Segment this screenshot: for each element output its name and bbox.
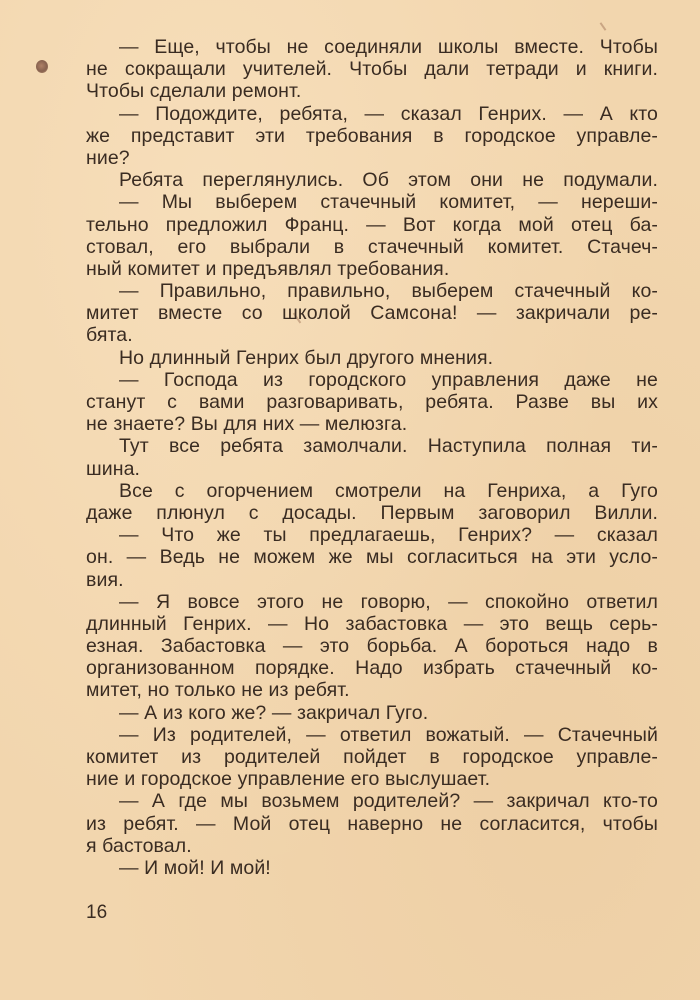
text-line: из ребят. — Мой отец наверно не согласится, чтобы — [86, 812, 658, 835]
text-line: бята. — [86, 324, 133, 347]
text-line: езная. Забастовка — это борьба. А бороться надо в — [86, 635, 658, 658]
text-line: — Мы выберем стачечный комитет, — нереши- — [119, 191, 658, 214]
text-line: он. — Ведь не можем же мы согласиться на эти усло- — [86, 546, 658, 569]
text-line: Все с огорчением смотрели на Генриха, а Гуго — [119, 479, 658, 502]
text-line: — Я вовсе этого не говорю, — спокойно ответил — [119, 590, 658, 613]
page-number: 16 — [86, 902, 108, 923]
text-line: — Подождите, ребята, — сказал Генрих. — А кто — [119, 102, 658, 125]
text-line: даже плюнул с досады. Первым заговорил Вилли. — [86, 501, 658, 524]
text-line: — А из кого же? — закричал Гуго. — [119, 701, 429, 724]
text-line: ный комитет и предъявлял требования. — [86, 257, 450, 280]
text-line: митет вместе со школой Самсона! — закричали ре- — [86, 302, 658, 325]
text-line: — Из родителей, — ответил вожатый. — Стачечный — [119, 723, 658, 746]
text-line: — Еще, чтобы не соединяли школы вместе. Чтобы — [119, 36, 658, 58]
text-line: длинный Генрих. — Но забастовка — это вещь серь- — [86, 612, 658, 635]
binding-hole-mark — [36, 60, 48, 73]
text-line: — Что же ты предлагаешь, Генрих? — сказал — [119, 524, 658, 547]
text-line: стовал, его выбрали в стачечный комитет. Стачеч- — [86, 235, 658, 258]
text-line: комитет из родителей пойдет в городское управле- — [86, 746, 658, 768]
text-line: Тут все ребята замолчали. Наступила полная ти- — [119, 435, 658, 458]
text-line: — И мой! И мой! — [119, 856, 271, 879]
text-line: — Правильно, правильно, выберем стачечный ко- — [119, 280, 658, 303]
text-line: Но длинный Генрих был другого мнения. — [119, 346, 494, 369]
text-line: не знаете? Вы для них — мелюзга. — [86, 413, 408, 436]
text-line: Ребята переглянулись. Об этом они не подумали. — [119, 169, 658, 192]
text-line: — Господа из городского управления даже не — [119, 368, 658, 391]
text-line: шина. — [86, 457, 141, 480]
text-line: ние и городское управление его выслушает. — [86, 768, 491, 791]
text-line: Чтобы сделали ремонт. — [86, 80, 302, 103]
text-line: не сокращали учителей. Чтобы дали тетради и книги. — [86, 58, 658, 81]
page-text — [86, 36, 658, 879]
text-line: митет, но только не из ребят. — [86, 679, 350, 702]
text-line: тельно предложил Франц. — Вот когда мой отец ба- — [86, 213, 658, 236]
text-line: станут с вами разговаривать, ребята. Разве вы их — [86, 391, 658, 413]
text-line: же представит эти требования в городское управле- — [86, 124, 658, 147]
text-line: я бастовал. — [86, 834, 192, 857]
text-line: — А где мы возьмем родителей? — закричал кто-то — [119, 790, 658, 813]
text-line: организованном порядке. Надо избрать стачечный ко- — [86, 657, 658, 680]
text-line: ние? — [86, 146, 130, 169]
paper-speck — [600, 22, 607, 31]
text-line: вия. — [86, 568, 124, 591]
